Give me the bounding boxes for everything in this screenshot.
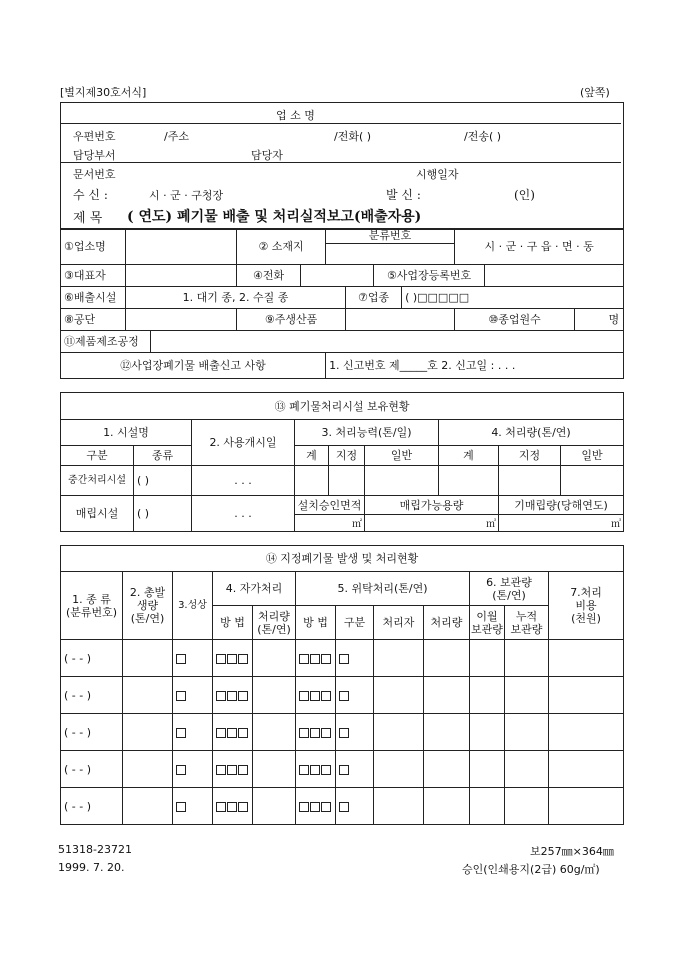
paper-size: 보257㎜×364㎜ [530, 845, 614, 858]
checkbox[interactable] [339, 654, 349, 664]
landfill-facility-label: 매립시설 [61, 496, 134, 532]
carryover-cell[interactable] [470, 788, 505, 825]
cost-cell[interactable] [549, 640, 624, 677]
cost-cell[interactable] [549, 677, 624, 714]
processor-cell[interactable] [374, 751, 424, 788]
kind-header: 1. 종 류 (분류번호) [61, 572, 123, 640]
checkbox[interactable] [321, 691, 331, 701]
generated-cell[interactable] [123, 640, 173, 677]
paper-spec: 승인(인쇄용지(2급) 60g/㎡) [462, 863, 600, 876]
process-label: ⑪제품제조공정 [61, 331, 151, 353]
intermediate-start-date[interactable]: . . . [192, 466, 295, 496]
checkbox[interactable] [216, 802, 226, 812]
checkbox[interactable] [310, 728, 320, 738]
waste-report-label: ⑫사업장폐기물 배출신고 사항 [61, 353, 326, 379]
front-side-label: (앞쪽) [580, 86, 610, 99]
checkbox[interactable] [227, 728, 237, 738]
employees-unit: 명 [575, 309, 624, 331]
waste-kind-cell[interactable]: ( - - ) [61, 714, 123, 751]
table-row [61, 640, 624, 677]
processor-cell[interactable] [374, 788, 424, 825]
cost-cell[interactable] [549, 714, 624, 751]
industry-label: ⑦업종 [346, 287, 402, 309]
processed-cell[interactable] [424, 751, 470, 788]
cell[interactable] [439, 466, 499, 496]
designated-section-title: ⑭ 지정폐기물 발생 및 처리현황 [61, 546, 624, 572]
cumulative-cell[interactable] [505, 714, 549, 751]
self-method-cell[interactable] [213, 751, 253, 788]
employees-label: ⑩종업원수 [455, 309, 575, 331]
throughput-designated-subheader: 지정 [499, 446, 561, 466]
waste-kind-cell[interactable]: ( - - ) [61, 640, 123, 677]
consign-method-cell[interactable] [296, 714, 336, 751]
emission-types: 1. 대기 종, 2. 수질 종 [126, 287, 346, 309]
admin-area-label: 시 · 군 · 구 읍 · 면 · 동 [455, 229, 624, 265]
consign-method-cell[interactable] [296, 751, 336, 788]
company-info-table [60, 228, 624, 379]
throughput-total-subheader: 계 [439, 446, 499, 466]
facility-name-header: 1. 시설명 [61, 420, 192, 446]
checkbox[interactable] [339, 765, 349, 775]
business-reg-label: ⑤사업장등록번호 [374, 265, 485, 287]
checkbox[interactable] [339, 802, 349, 812]
cumulative-cell[interactable] [505, 788, 549, 825]
self-treatment-header: 4. 자가처리 [213, 572, 296, 606]
consign-class-cell[interactable] [336, 677, 374, 714]
table-row [61, 751, 624, 788]
waste-report-value: 1. 신고번호 제_____호 2. 신고일 : . . . [326, 353, 624, 379]
processor-cell[interactable] [374, 640, 424, 677]
consign-class-cell[interactable] [336, 640, 374, 677]
self-method-cell[interactable] [213, 640, 253, 677]
kind-subheader: 종류 [134, 446, 192, 466]
property-cell[interactable] [173, 714, 213, 751]
checkbox[interactable] [227, 691, 237, 701]
facility-section-title: ⑬ 폐기물처리시설 보유현황 [61, 393, 624, 420]
cumulative-subheader: 누적 보관량 [505, 606, 549, 640]
table-row [61, 714, 624, 751]
main-product-label: ⑨주생산품 [237, 309, 346, 331]
consign-class-cell[interactable] [336, 751, 374, 788]
checkbox[interactable] [310, 802, 320, 812]
self-method-cell[interactable] [213, 714, 253, 751]
consign-class-cell[interactable] [336, 714, 374, 751]
factory-value[interactable] [126, 309, 237, 331]
department-label: 담당부서 [73, 149, 116, 162]
type-subheader: 구분 [61, 446, 134, 466]
cell[interactable] [295, 466, 329, 496]
consign-method-cell[interactable] [296, 677, 336, 714]
seal-mark: (인) [514, 188, 535, 202]
cumulative-cell[interactable] [505, 677, 549, 714]
location-label: ② 소재지 [237, 229, 326, 265]
self-amount-cell[interactable] [253, 677, 296, 714]
carryover-subheader: 이월 보관량 [470, 606, 505, 640]
self-amount-subheader: 처리량 (톤/연) [253, 606, 296, 640]
emission-facility-label: ⑥배출시설 [61, 287, 126, 309]
cell[interactable] [499, 466, 561, 496]
main-product-value[interactable] [346, 309, 455, 331]
landfill-capacity-unit: ㎥ [365, 515, 499, 532]
carryover-cell[interactable] [470, 714, 505, 751]
checkbox[interactable] [238, 802, 248, 812]
designated-waste-table [60, 545, 624, 825]
cost-cell[interactable] [549, 788, 624, 825]
throughput-general-subheader: 일반 [561, 446, 624, 466]
address-label: /주소 [164, 130, 189, 143]
checkbox[interactable] [216, 728, 226, 738]
checkbox[interactable] [310, 691, 320, 701]
checkbox[interactable] [310, 765, 320, 775]
checkbox[interactable] [299, 654, 309, 664]
business-reg-value[interactable] [485, 265, 624, 287]
landfill-kind[interactable]: ( ) [134, 496, 192, 532]
consign-class-cell[interactable] [336, 788, 374, 825]
checkbox[interactable] [176, 765, 186, 775]
checkbox[interactable] [227, 654, 237, 664]
landfill-capacity-label: 매립가능용량 [365, 496, 499, 515]
company-name-value[interactable] [126, 229, 237, 265]
checkbox[interactable] [227, 802, 237, 812]
property-header: 3.성상 [173, 572, 213, 640]
form-number: [별지제30호서식] [60, 86, 147, 99]
intermediate-kind[interactable]: ( ) [134, 466, 192, 496]
processor-cell[interactable] [374, 714, 424, 751]
report-header-block [60, 102, 624, 230]
generated-cell[interactable] [123, 677, 173, 714]
self-amount-cell[interactable] [253, 714, 296, 751]
fax-label: /전송( ) [464, 130, 502, 143]
self-amount-cell[interactable] [253, 751, 296, 788]
self-method-cell[interactable] [213, 677, 253, 714]
report-title: ( 연도) 폐기물 배출 및 처리실적보고(배출자용) [127, 209, 422, 225]
carryover-cell[interactable] [470, 751, 505, 788]
facility-table [60, 392, 624, 532]
processed-cell[interactable] [424, 677, 470, 714]
processed-cell[interactable] [424, 640, 470, 677]
company-name-title: 업 소 명 [276, 109, 315, 122]
processed-cell[interactable] [424, 714, 470, 751]
storage-header: 6. 보관량 (톤/연) [470, 572, 549, 606]
cell[interactable] [329, 466, 365, 496]
consign-method-cell[interactable] [296, 640, 336, 677]
recipient-value: 시 · 군 · 구청장 [149, 189, 224, 202]
processed-cell[interactable] [424, 788, 470, 825]
capacity-designated-subheader: 지정 [329, 446, 365, 466]
carryover-cell[interactable] [470, 640, 505, 677]
start-date-header: 2. 사용개시일 [192, 420, 295, 466]
checkbox[interactable] [299, 728, 309, 738]
generated-cell[interactable] [123, 751, 173, 788]
landfilled-unit: ㎥ [499, 515, 624, 532]
cumulative-cell[interactable] [505, 751, 549, 788]
approved-area-label: 설치승인면적 [295, 496, 365, 515]
phone-info-value[interactable] [301, 265, 374, 287]
self-amount-cell[interactable] [253, 788, 296, 825]
checkbox[interactable] [339, 691, 349, 701]
checkbox[interactable] [216, 691, 226, 701]
checkbox[interactable] [299, 765, 309, 775]
checkbox[interactable] [227, 765, 237, 775]
factory-label: ⑧공단 [61, 309, 126, 331]
property-cell[interactable] [173, 640, 213, 677]
subject-label: 제 목 [73, 211, 103, 226]
postal-code-label: 우편번호 [73, 130, 116, 143]
checkbox[interactable] [216, 765, 226, 775]
checkbox[interactable] [321, 802, 331, 812]
process-value[interactable] [151, 331, 624, 353]
waste-kind-cell[interactable]: ( - - ) [61, 788, 123, 825]
generated-cell[interactable] [123, 714, 173, 751]
approved-area-unit: ㎡ [295, 515, 365, 532]
throughput-header: 4. 처리량(톤/연) [439, 420, 624, 446]
consign-method-subheader: 방 법 [296, 606, 336, 640]
form-code: 51318-23721 [58, 843, 132, 856]
self-method-subheader: 방 법 [213, 606, 253, 640]
generated-header: 2. 총발 생량 (톤/연) [123, 572, 173, 640]
class-number-cell [326, 229, 455, 265]
capacity-header: 3. 처리능력(톤/일) [295, 420, 439, 446]
cell[interactable] [365, 466, 439, 496]
checkbox[interactable] [176, 654, 186, 664]
waste-rows [61, 640, 624, 825]
capacity-total-subheader: 계 [295, 446, 329, 466]
phone-label: /전화( ) [334, 130, 372, 143]
industry-value[interactable]: ( )□□□□□ [402, 287, 624, 309]
processor-cell[interactable] [374, 677, 424, 714]
table-row [61, 677, 624, 714]
recipient-label: 수 신 : [73, 188, 108, 202]
consign-method-cell[interactable] [296, 788, 336, 825]
property-cell[interactable] [173, 788, 213, 825]
checkbox[interactable] [299, 802, 309, 812]
checkbox[interactable] [339, 728, 349, 738]
checkbox[interactable] [321, 728, 331, 738]
consign-treatment-header: 5. 위탁처리(톤/연) [296, 572, 470, 606]
property-cell[interactable] [173, 751, 213, 788]
representative-value[interactable] [126, 265, 237, 287]
class-number-value[interactable] [326, 244, 454, 264]
company-name-cell: ①업소명 [61, 229, 126, 265]
intermediate-facility-label: 중간처리시설 [61, 466, 134, 496]
checkbox[interactable] [176, 691, 186, 701]
checkbox[interactable] [321, 654, 331, 664]
checkbox[interactable] [176, 728, 186, 738]
enforcement-date-label: 시행일자 [416, 168, 459, 181]
self-amount-cell[interactable] [253, 640, 296, 677]
checkbox[interactable] [310, 654, 320, 664]
sender-label: 발 신 : [386, 188, 421, 202]
processor-subheader: 처리자 [374, 606, 424, 640]
representative-label: ③대표자 [61, 265, 126, 287]
capacity-general-subheader: 일반 [365, 446, 439, 466]
document-number-label: 문서번호 [73, 168, 116, 181]
landfilled-label: 기매립량(당해연도) [499, 496, 624, 515]
consign-class-subheader: 구분 [336, 606, 374, 640]
processed-subheader: 처리량 [424, 606, 470, 640]
checkbox[interactable] [238, 728, 248, 738]
phone-info-label: ④전화 [237, 265, 301, 287]
checkbox[interactable] [238, 765, 248, 775]
form-date: 1999. 7. 20. [58, 861, 125, 874]
checkbox[interactable] [216, 654, 226, 664]
table-row [61, 788, 624, 825]
cost-header: 7.처리 비용 (천원) [549, 572, 624, 640]
checkbox[interactable] [238, 691, 248, 701]
generated-cell[interactable] [123, 788, 173, 825]
checkbox[interactable] [321, 765, 331, 775]
cost-cell[interactable] [549, 751, 624, 788]
cumulative-cell[interactable] [505, 640, 549, 677]
cell[interactable] [561, 466, 624, 496]
landfill-start-date[interactable]: . . . [192, 496, 295, 532]
checkbox[interactable] [238, 654, 248, 664]
waste-kind-cell[interactable]: ( - - ) [61, 751, 123, 788]
checkbox[interactable] [299, 691, 309, 701]
property-cell[interactable] [173, 677, 213, 714]
checkbox[interactable] [176, 802, 186, 812]
waste-kind-cell[interactable]: ( - - ) [61, 677, 123, 714]
carryover-cell[interactable] [470, 677, 505, 714]
self-method-cell[interactable] [213, 788, 253, 825]
person-in-charge-label: 담당자 [251, 149, 283, 162]
class-number-label: 분류번호 [326, 229, 454, 244]
